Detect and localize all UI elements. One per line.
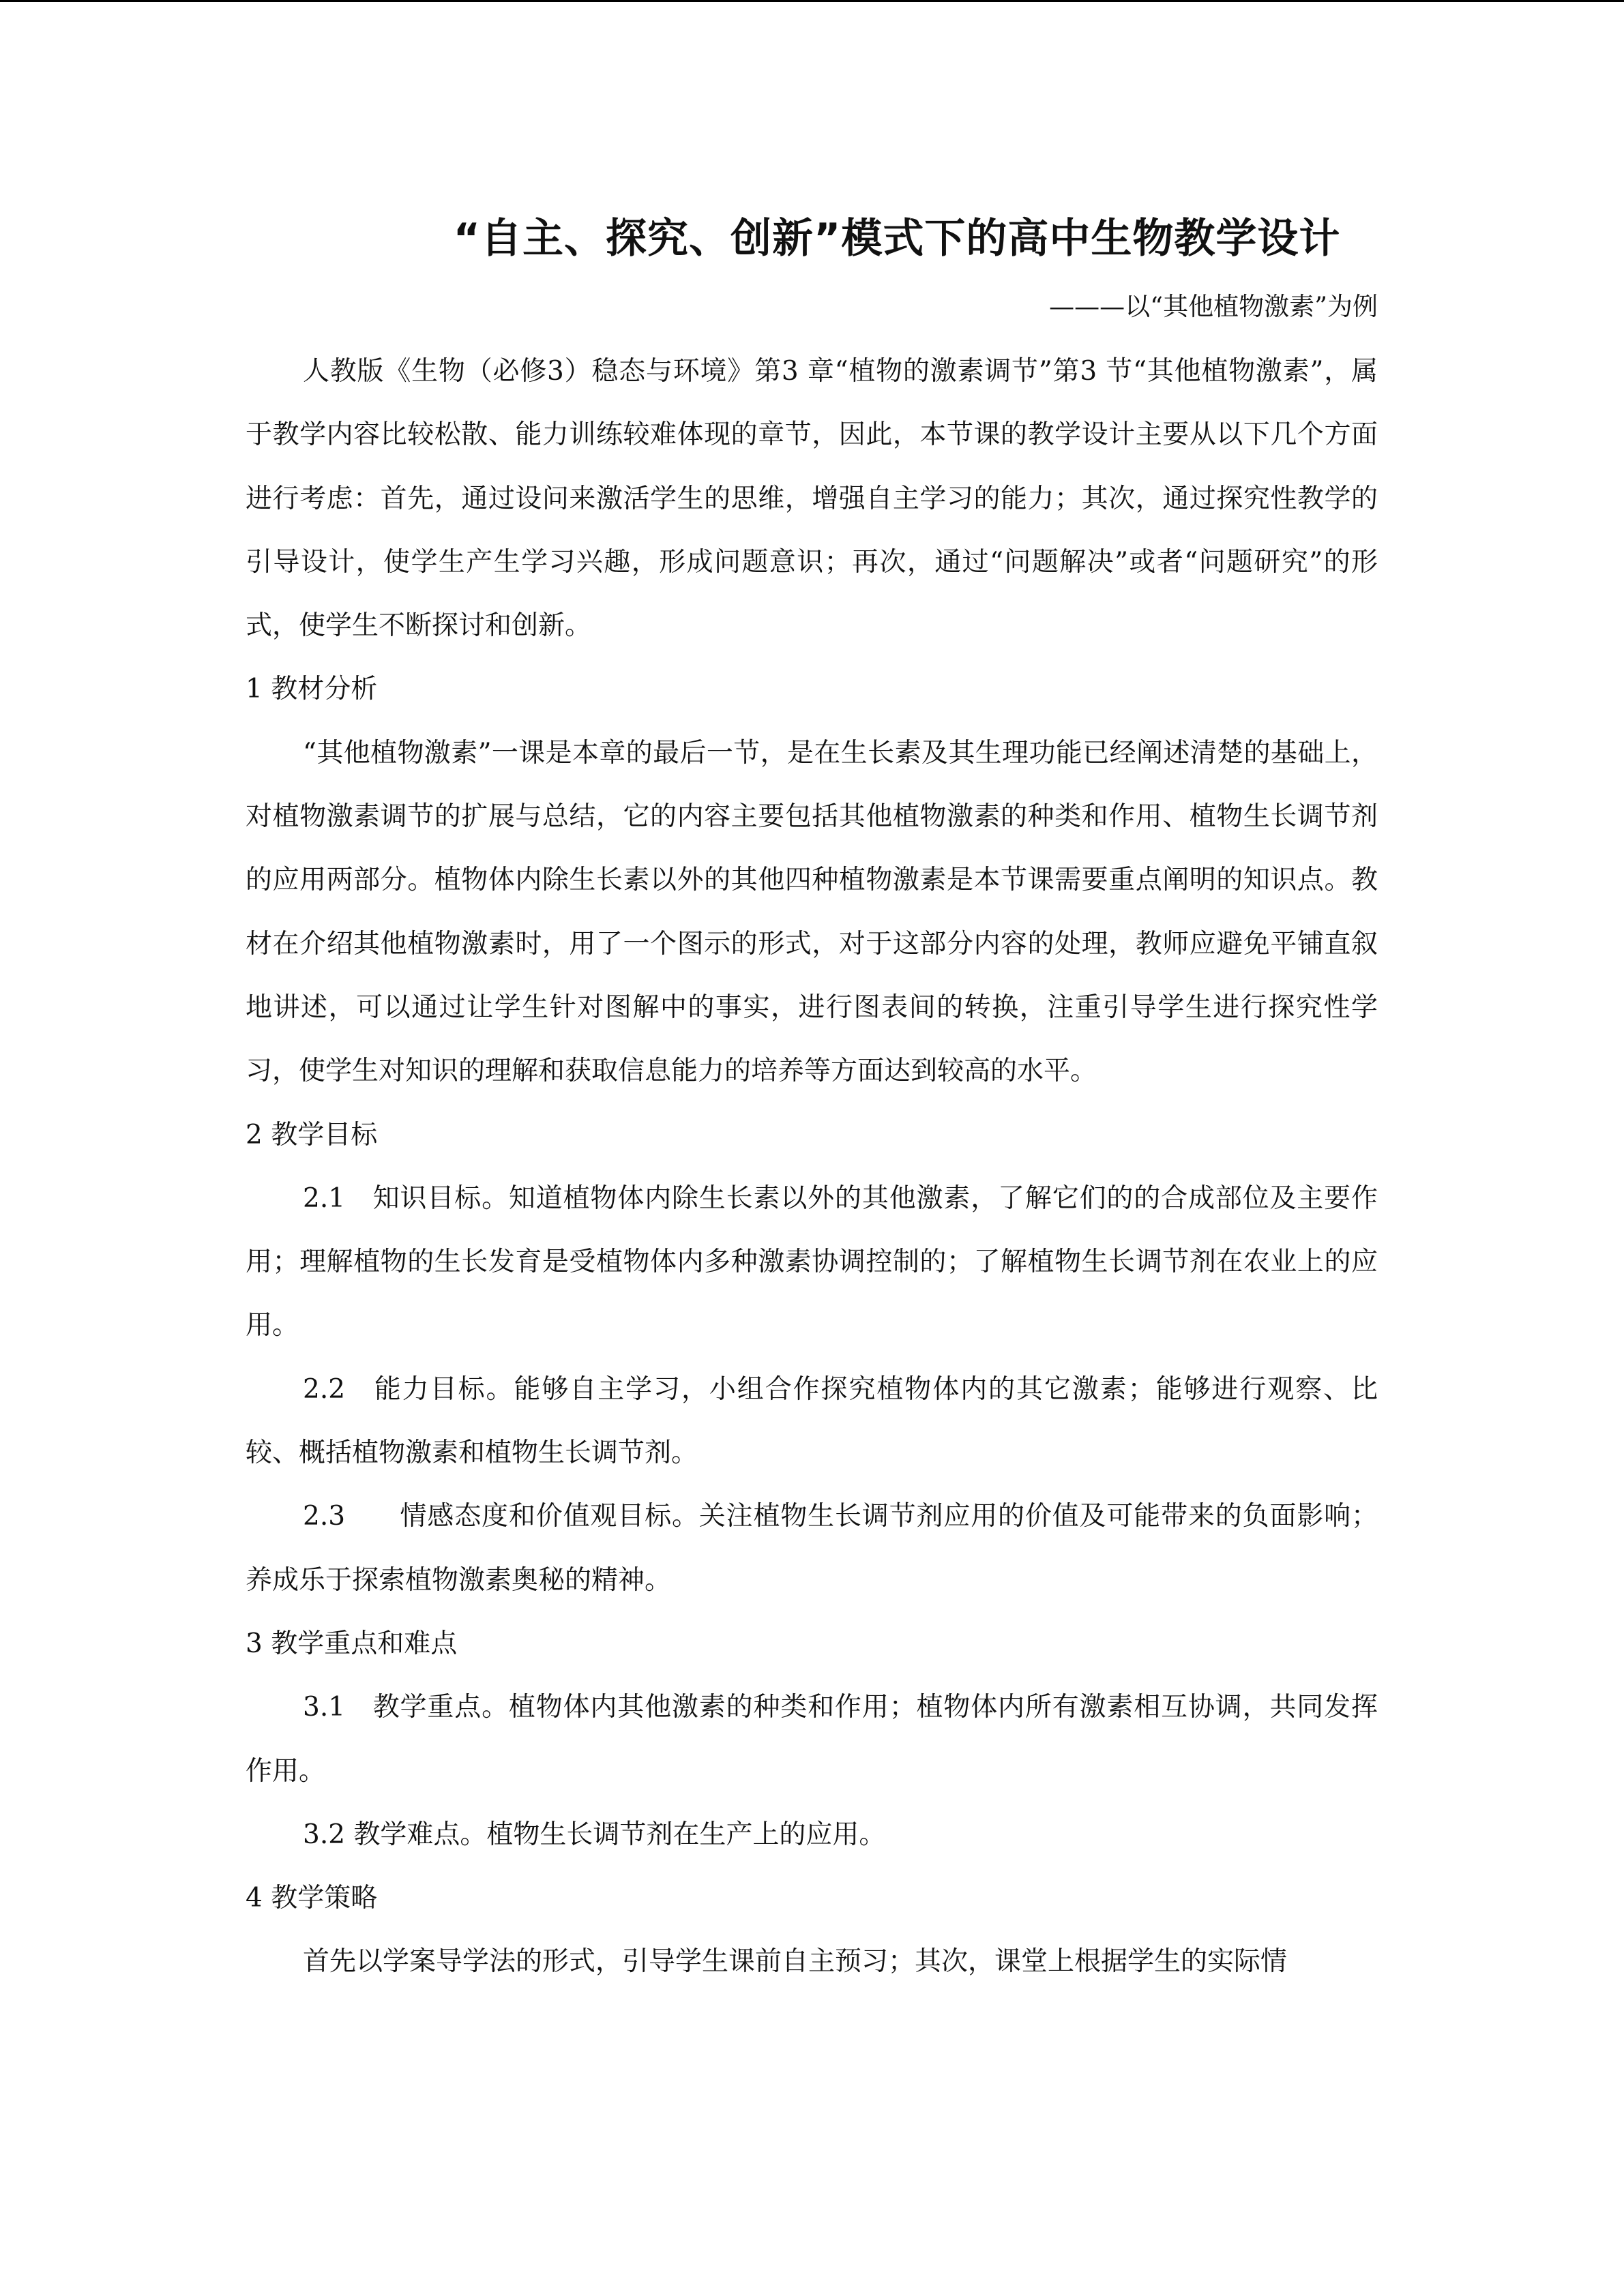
intro-paragraph: 人教版《生物（必修3）稳态与环境》第3 章“植物的激素调节”第3 节“其他植物激素”，属于教学内容比较松散、能力训练较难体现的章节，因此，本节课的教学设计主要从以下几个方面进行考虑：首先，通过设问来激活学生的思维，增强自主学习的能力；其次，通过探究性教学的引导设计，使学生产生学习兴趣，形成问题意识；再次，通过“问题解决”或者“问题研究”的形式，使学生不断探讨和创新。 [246,356,1378,642]
section-3-heading: 3 教学重点和难点 [246,1628,458,1659]
section-1-heading: 1 教材分析 [246,674,378,705]
section-2-heading: 2 教学目标 [246,1119,378,1150]
section-2-1-paragraph: 2.1 知识目标。知道植物体内除生长素以外的其他激素，了解它们的的合成部位及主要作用；理解植物的生长发育是受植物体内多种激素协调控制的；了解植物生长调节剂在农业上的应用。 [246,1182,1378,1341]
section-4-paragraph: 首先以学案导学法的形式，引导学生课前自主预习；其次，课堂上根据学生的实际情 [303,1946,1288,1978]
top-border-line [0,0,1624,2]
section-2-3-paragraph: 2.3 情感态度和价值观目标。关注植物生长调节剂应用的价值及可能带来的负面影响；养成乐于探索植物激素奥秘的精神。 [246,1501,1378,1596]
document-title: “自主、探究、创新”模式下的高中生物教学设计 [453,215,1341,263]
section-2-2-paragraph: 2.2 能力目标。能够自主学习，小组合作探究植物体内的其它激素；能够进行观察、比较、概括植物激素和植物生长调节剂。 [246,1373,1378,1469]
section-3-2-paragraph: 3.2 教学难点。植物生长调节剂在生产上的应用。 [303,1819,886,1850]
section-3-1-paragraph: 3.1 教学重点。植物体内其他激素的种类和作用；植物体内所有激素相互协调，共同发挥作用。 [246,1692,1378,1787]
section-4-heading: 4 教学策略 [246,1883,378,1914]
section-1-paragraph: “其他植物激素”一课是本章的最后一节，是在生长素及其生理功能已经阐述清楚的基础上，对植物激素调节的扩展与总结，它的内容主要包括其他植物激素的种类和作用、植物生长调节剂的应用两部分。植物体内除生长素以外的其他四种植物激素是本节课需要重点阐明的知识点。教材在介绍其他植物激素时，用了一个图示的形式，对于这部分内容的处理，教师应避免平铺直叙地讲述，可以通过让学生针对图解中的事实，进行图表间的转换，注重引导学生进行探究性学习，使学生对知识的理解和获取信息能力的培养等方面达到较高的水平。 [246,737,1378,1087]
document-page [246,205,1378,1994]
document-subtitle: ———以“其他植物激素”为例 [1049,292,1378,321]
